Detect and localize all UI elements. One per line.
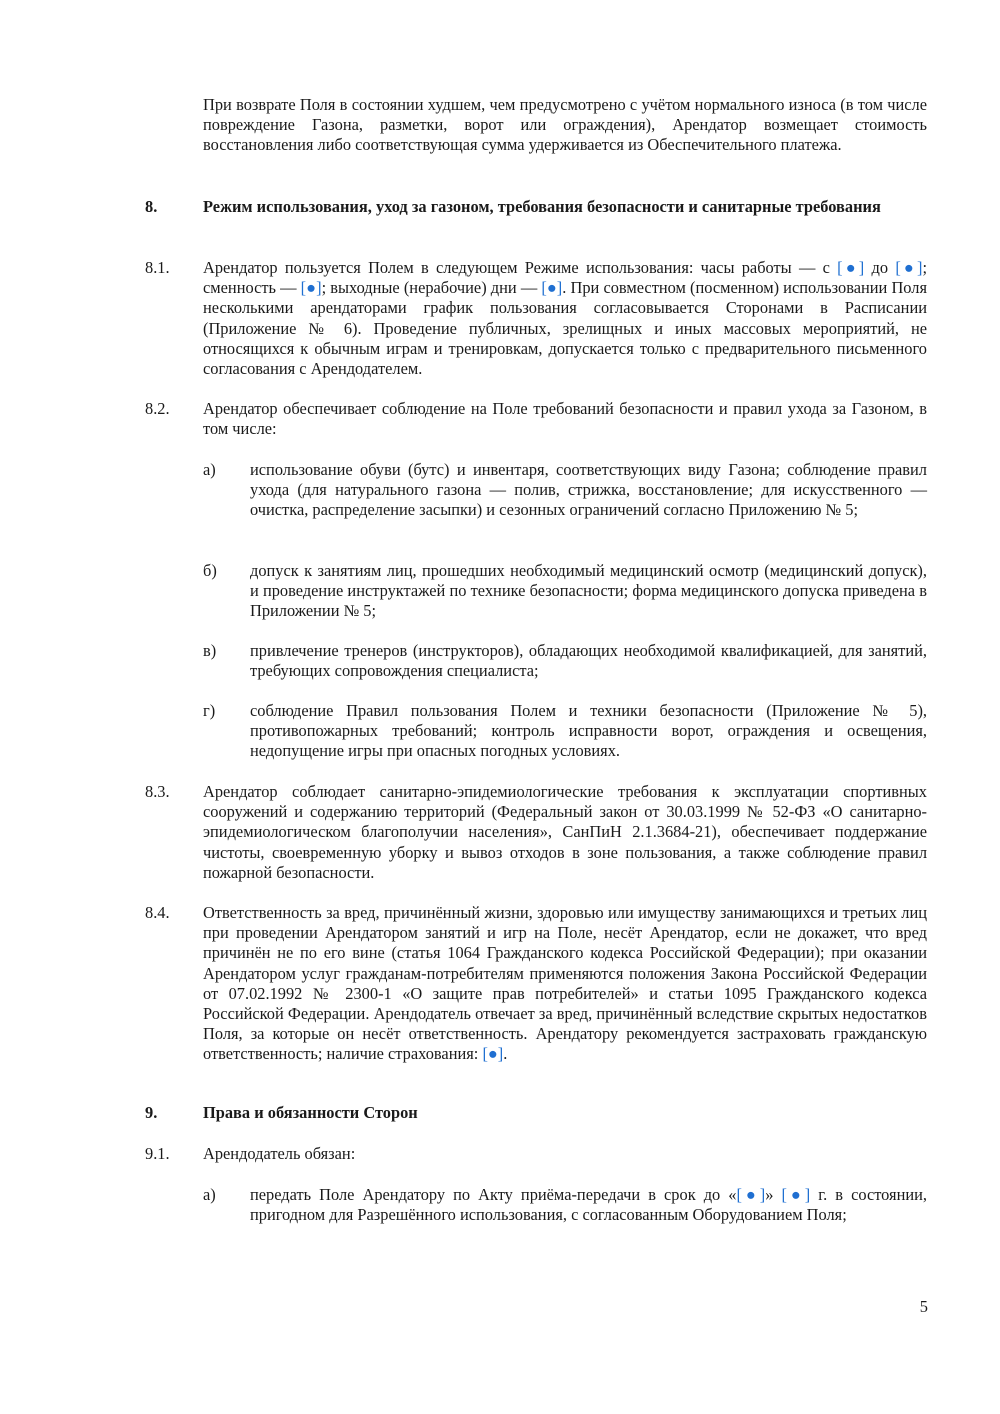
section-9-title: Права и обязанности Сторон [203, 1103, 418, 1122]
placeholder-shifts[interactable]: [●] [300, 278, 322, 298]
clause-8-1-text [203, 258, 927, 379]
section-9-number: 9. [145, 1103, 158, 1122]
clause-8-4-text [203, 903, 927, 1065]
clause-8-3-number: 8.3. [145, 782, 170, 801]
intro-text: При возврате Поля в состоянии худшем, чем предусмотрено с учётом нормального износа (в том числе повреждение Газона, разметки, ворот или ограждения), Арендатор возмещает стоимость восстановления либо соответствующая сумма удерживается из Обеспечительного платежа. [203, 95, 927, 155]
clause-8-2-text: Арендатор обеспечивает соблюдение на Поле требований безопасности и правил ухода за Газоном, в том числе: [203, 399, 927, 439]
placeholder-days-off[interactable]: [●] [541, 278, 563, 298]
list-item-text [250, 1185, 927, 1225]
list-item-letter: а) [203, 1185, 216, 1204]
clause-9-1-number: 9.1. [145, 1144, 170, 1163]
page-number: 5 [919, 1297, 928, 1316]
list-item-letter: а) [203, 460, 216, 479]
clause-9-1-a-part: г. в состоянии, пригодном для Разрешённого использования, с согласованным Оборудованием Поля; [250, 1185, 928, 1225]
list-item-letter: в) [203, 641, 217, 660]
clause-9-1-a-part: передать Поле Арендатору по Акту приёма-передачи в срок до « [250, 1185, 737, 1204]
clause-8-1-part: . При совместном (посменном) использовании Поля несколькими арендаторами график пользования согласовывается Сторонами в Расписании (Приложение № 6). Проведение публичных, зрелищных и иных массовых мероприятий, не относящихся к обычным играм и тренировкам, допускается только с предварительного письменного согласования с Арендодателем. [203, 278, 927, 379]
list-item-letter: б) [203, 561, 217, 580]
list-item-letter: г) [203, 701, 216, 720]
placeholder-work-hours-from[interactable]: [●] [837, 258, 865, 277]
list-item-text: соблюдение Правил пользования Полем и техники безопасности (Приложение № 5), противопожарных требований; контроль исправности ворот, ограждения и освещения, недопущение игры при опасных погодных условиях. [250, 701, 927, 761]
clause-8-2-number: 8.2. [145, 399, 170, 418]
list-item-text: привлечение тренеров (инструкторов), обладающих необходимой квалификацией, для занятий, требующих сопровождения специалиста; [250, 641, 927, 681]
clause-8-4-part: Ответственность за вред, причинённый жизни, здоровью или имуществу занимающихся и третьих лиц при проведении Арендатором занятий и игр на Поле, несёт Арендатор, если не докажет, что вред причинён не по его вине (статья 1064 Гражданского кодекса Российской Федерации); при оказании Арендатором услуг гражданам-потребителям применяются положения Закона Российской Федерации от 07.02.1992 № 2300-1 «О защите прав потребителей» и статьи 1095 Гражданского кодекса Российской Федерации. Арендодатель отвечает за вред, причинённый вследствие скрытых недостатков Поля, за которые он несёт ответственность. Арендатору рекомендуется застраховать гражданскую ответственность; наличие страхования: [203, 903, 927, 1064]
placeholder-transfer-year[interactable]: [●] [781, 1185, 811, 1204]
clause-8-1-number: 8.1. [145, 258, 170, 277]
clause-9-1-a-part: » [765, 1185, 782, 1204]
placeholder-transfer-day[interactable]: [●] [736, 1185, 766, 1204]
clause-8-1-part: ; сменность — [203, 258, 928, 298]
clause-9-1-text: Арендодатель обязан: [203, 1144, 356, 1163]
list-item-text: использование обуви (бутс) и инвентаря, соответствующих виду Газона; соблюдение правил ухода (для натурального газона — полив, стрижка, восстановление; для искусственного — очистка, распределение засыпки) и сезонных ограничений согласно Приложению № 5; [250, 460, 927, 520]
intro-paragraph [203, 95, 927, 156]
section-8-number: 8. [145, 197, 158, 216]
placeholder-work-hours-to[interactable]: [●] [895, 258, 923, 277]
clause-8-4-part: . [503, 1044, 508, 1064]
placeholder-insurance[interactable]: [●] [482, 1044, 504, 1064]
clause-8-1-part: ; выходные (нерабочие) дни — [321, 278, 542, 298]
clause-8-4-number: 8.4. [145, 903, 170, 922]
list-item-text: допуск к занятиям лиц, прошедших необходимый медицинский осмотр (медицинский допуск), и проведение инструктажей по технике безопасности; форма медицинского допуска приведена в Приложении № 5; [250, 561, 927, 621]
section-8-title: Режим использования, уход за газоном, требования безопасности и санитарные требования [203, 197, 881, 216]
clause-8-3-text: Арендатор соблюдает санитарно-эпидемиологические требования к эксплуатации спортивных сооружений и содержанию территорий (Федеральный закон от 30.03.1999 № 52-ФЗ «О санитарно-эпидемиологическом благополучии населения», СанПиН 2.1.3684-21), обеспечивает поддержание чистоты, своевременную уборку и вывоз отходов в зоне пользования, а также соблюдение правил пожарной безопасности. [203, 782, 927, 882]
clause-8-1-part: Арендатор пользуется Полем в следующем Режиме использования: часы работы — с [203, 258, 838, 277]
clause-8-1-part: до [864, 258, 896, 277]
